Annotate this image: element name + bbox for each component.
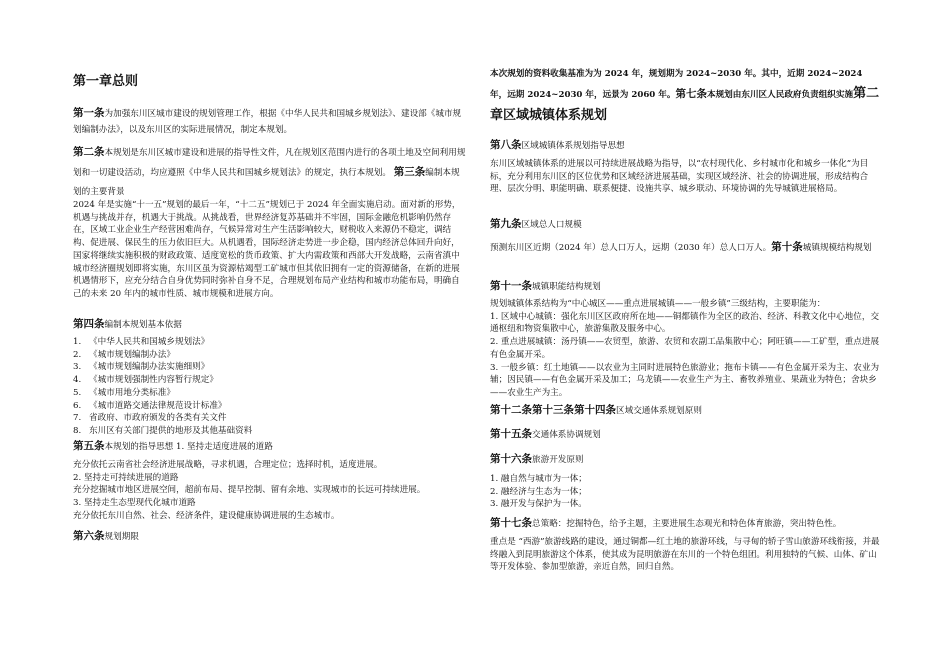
article-10-heading: 第十条 <box>771 241 803 253</box>
article-17-text: 总策略：挖掘特色，给予主题，主要进展生态观光和特色体育旅游，突出特色性。 <box>532 519 842 529</box>
article-6 <box>73 530 468 544</box>
article-6-heading: 第六条 <box>73 530 105 542</box>
article-11-line: 规划城镇体系结构为“中心城区——重点进展城镇——一般乡镇”三级结构，主要职能为： <box>490 299 826 309</box>
article-12-14-heading: 第十二条第十三条第十四条 <box>490 404 616 416</box>
article-5-text: 本规划的指导思想 1. 坚持走适度进展的道路 <box>104 442 273 452</box>
list-item: 1. 《中华人民共和国城乡规划法》 <box>73 337 210 347</box>
article-5-line: 2. 坚持走可持续进展的道路 <box>73 472 179 483</box>
article-15 <box>490 428 880 442</box>
article-11-line: 3. 一般乡镇：红土地镇——以农业为主同时进展特色旅游业；拖布卡镇——有色金属开采为主、农业为辅；因民镇——有色金属开采及加工；乌龙镇——农业生产为主、畜牧养殖业、果蔬业为特色；舍块乡——农业生产为主。 <box>490 362 880 398</box>
article-8 <box>490 139 880 153</box>
list-item: 5. 《城市用地分类标准》 <box>73 387 175 398</box>
article-5-heading: 第五条 <box>73 440 105 452</box>
article-17-heading: 第十七条 <box>490 517 532 529</box>
article-4-text: 编制本规划基本依据 <box>104 320 182 330</box>
article-11-heading: 第十一条 <box>490 280 532 292</box>
article-6-text: 规划期限 <box>104 532 139 542</box>
article-1-text: 为加强东川区城市建设的规划管理工作，根据《中华人民共和国城乡规划法》、建设部《城市规划编制办法》，以及东川区的实际进展情况，制定本规划。 <box>73 109 462 135</box>
article-4-heading: 第四条 <box>73 318 105 330</box>
list-item: 4. 《城市规划强制性内容暂行规定》 <box>73 375 218 386</box>
list-item: 8. 东川区有关部门提供的地形及其他基础资料 <box>73 425 253 436</box>
article-8-heading: 第八条 <box>490 139 522 151</box>
article-17 <box>490 517 880 531</box>
planning-period-text: 本次规划的资料收集基准为为 2024 年，规划期为 2024~2030 年。其中，近期 2024~2024 年，远期 2024~2030 年，远景为 2060 年。 <box>490 69 863 100</box>
article-5 <box>73 440 468 454</box>
article-3-text: 编制本规划的主要背景 <box>73 168 460 197</box>
article-2-text: 本规划是东川区城市建设和进展的指导性文件，凡在规划区范围内进行的各项土地及空间利用规划和一切建设活动，均应遵照《中华人民共和国城乡规划法》的规定，执行本规划。 <box>73 148 466 178</box>
article-10-text: 城镇规模结构规划 <box>802 243 872 253</box>
article-11 <box>490 280 880 294</box>
article-16 <box>490 453 880 467</box>
article-12-14 <box>490 404 880 418</box>
article-5-line: 充分依托东川自然、社会、经济条件，建设健康协调进展的生态城市。 <box>73 510 340 521</box>
list-item: 2. 融经济与生态为一体； <box>490 486 587 497</box>
article-1-heading: 第一条 <box>73 107 105 119</box>
article-16-list <box>490 473 880 511</box>
article-4-list <box>73 336 468 438</box>
article-7-heading: 第七条 <box>675 88 707 100</box>
article-8-body: 东川区域城镇体系的进展以可持续进展战略为指导，以“农村现代化、乡村城市化和城乡一体化”为目标，充分利用东川区的区位优势和区域经济进展基础，实现区域经济、社会的协调进展，形成结构合理、层次分明、职能明确、联系便捷、设施共享、城乡联动、环境协调的先导城镇进展格局。 <box>490 159 869 195</box>
article-5-line: 3. 坚持走生态型现代化城市道路 <box>73 498 196 509</box>
list-item: 3. 融开发与保护为一体。 <box>490 499 587 510</box>
article-3-heading: 第三条 <box>393 166 426 178</box>
article-9-10 <box>490 238 880 258</box>
article-12-14-text: 区域交通体系规划原则 <box>616 406 702 416</box>
article-11-line: 2. 重点进展城镇：汤丹镇——农贸型，旅游、农贸和农副工品集散中心；阿旺镇——工矿型，重点进展有色金属开采。 <box>490 337 880 360</box>
article-5-line: 充分挖掘城市地区进展空间，超前布局、提早控制、留有余地、实现城市的长远可持续进展。 <box>73 485 426 496</box>
article-15-text: 交通体系协调规划 <box>532 430 601 440</box>
article-4 <box>73 318 468 332</box>
article-16-text: 旅游开发原则 <box>532 455 584 465</box>
article-5-line: 充分依托云南省社会经济进展战略，寻求机遇，合理定位；选择时机，适度进展。 <box>73 460 383 470</box>
article-9 <box>490 218 880 232</box>
article-8-text: 区域城镇体系规划指导思想 <box>521 141 625 151</box>
article-3-body: 2024 年是实施“十一五”规划的最后一年，“十二五”规划已于 2024 年全面实施启动。面对新的形势，机遇与挑战并存，机遇大于挑战。从挑战看，世界经济复苏基础并不牢固，国际金融危机影响仍然存在，区域工业企业生产经营困难尚存，气候异常对生产生活影响较大，财税收入来源仍不稳定，调结构、促进展、保民生的压力依旧巨大。从机遇看，国际经济走势进一步企稳，国内经济总体回升向好，国家将继续实施积极的财政政策、适度宽松的货币政策、扩大内需政策和西部大开发战略，云南省滇中城市经济圈规划即将实施，东川区虽为资源枯竭型工矿城市但其依旧拥有一定的资源储备，在新的进展机遇情形下，应充分结合自身优势同时弥补自身不足，合理规划布局产业结构和城市功能布局，明确自己的未来 20 年内的城市性质、城市规模和进展方向。 <box>73 200 461 299</box>
article-9-body: 预测东川区近期（2024 年）总人口万人，远期（2030 年）总人口万人。 <box>490 243 772 253</box>
chapter-1-title: 第一章总则 <box>73 74 139 89</box>
chapter-2-title-part1: 第二 <box>853 86 880 101</box>
list-item: 3. 《城市规划编制办法实施细则》 <box>73 362 210 373</box>
article-11-body <box>490 298 880 400</box>
article-1 <box>73 105 468 138</box>
article-7-text: 本规划由东川区人民政府负责组织实施 <box>706 90 854 100</box>
article-9-heading: 第九条 <box>490 218 522 230</box>
article-11-text: 城镇职能结构规划 <box>532 282 601 292</box>
article-17-body: 重点是 “西游”旅游线路的建设，通过铜都—红土地的旅游环线，与寻甸的轿子雪山旅游环线衔接，并最终融入到昆明旅游这个体系，使其成为昆明旅游在东川的一个特色组团。利用独特的气候、山体、矿山等开发体验、参加型旅游，亲近自然，回归自然。 <box>490 537 880 573</box>
planning-period <box>490 65 880 105</box>
article-11-line: 1. 区域中心城镇：强化东川区区政府所在地——铜都镇作为全区的政治、经济、科教文化中心地位，交通枢纽和物资集散中心，旅游集散及服务中心。 <box>490 311 880 335</box>
article-2-heading: 第二条 <box>73 146 105 158</box>
list-item: 2. 《城市规划编制办法》 <box>73 349 175 360</box>
article-5-body <box>73 459 468 523</box>
list-item: 6. 《城市道路交通法律规范设计标准》 <box>73 400 227 411</box>
list-item: 1. 融自然与城市为一体； <box>490 474 587 484</box>
article-16-heading: 第十六条 <box>490 453 532 465</box>
article-2 <box>73 143 468 202</box>
chapter-2-title-part2: 章区域城镇体系规划 <box>490 108 608 123</box>
article-15-heading: 第十五条 <box>490 428 532 440</box>
list-item: 7. 省政府、市政府颁发的各类有关文件 <box>73 413 227 424</box>
article-9-text: 区域总人口规模 <box>521 220 582 230</box>
